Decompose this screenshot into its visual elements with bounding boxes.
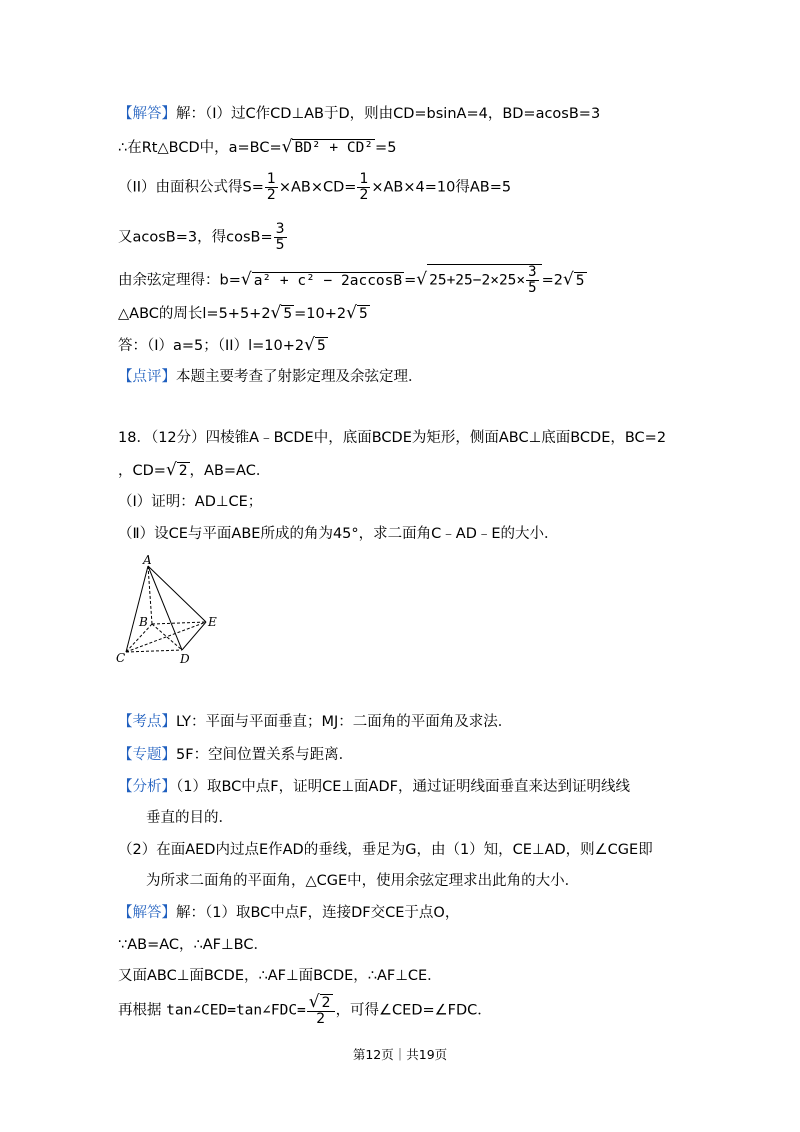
text-4a: 又acosB=3，得cosB= [118,229,273,246]
label-a: A [143,553,152,567]
text-3b: ×AB×CD= [278,179,357,196]
q18-line-4 [118,524,559,544]
q18-text-1: 18．（12分）四棱锥A﹣BCDE中，底面BCDE为矩形，侧面ABC⊥底面BCDE，BC=2 [118,430,667,446]
kaodian-line [118,712,512,732]
label-d: D [180,652,190,666]
answer-line-7 [118,335,328,356]
radicand-bd-cd: BD² + CD² [294,140,374,156]
answer-line-2 [118,137,396,158]
fenxi-line-3 [118,840,653,860]
answer-line-1 [118,104,600,124]
solution-text-4c: ，可得∠CED=∠FDC． [335,1002,492,1019]
page-footer: 第12页｜共19页 [352,1047,448,1062]
q18-text-3: （Ⅰ）证明：AD⊥CE； [118,494,263,510]
radicand-numeric [427,264,541,296]
solution-text-4a: 再根据 [118,1002,162,1019]
label-e: E [208,615,217,629]
solution-line-2 [118,935,268,955]
solution-text-2: ∵AB=AC，∴AF⊥BC． [118,937,268,953]
fenxi-line-2 [146,808,233,828]
radicand-5: 5 [316,338,326,354]
zhuanti-text: 5F：空间位置关系与距离． [176,747,354,763]
sqrt-sign: √ [308,992,320,1012]
q18-text-4: （Ⅱ）设CE与平面ABE所成的角为45°，求二面角C﹣AD﹣E的大小． [118,526,559,542]
frac-num: 3 [275,221,285,237]
edge-ae [148,566,206,622]
pyramid-figure [112,552,232,667]
fenxi-line-1 [118,777,630,797]
answer-line-4 [118,222,288,253]
solution-line-4 [118,994,492,1027]
q18-line-1 [118,428,666,448]
sqrt-sign: √ [165,460,177,480]
solution-text-3: 又面ABC⊥面BCDE，∴AF⊥面BCDE，∴AF⊥CE． [118,968,442,984]
text-3a: （II）由面积公式得S= [118,179,264,196]
q18-line-2 [118,460,270,481]
edge-be [152,622,206,624]
fraction-3-5 [526,265,538,296]
text-6a: △ABC的周长l=5+5+2 [118,306,271,322]
answer-line-5 [118,264,587,296]
comment-line [118,367,423,387]
text-7a: 答：（I）a=5；（II）l=10+2 [118,338,305,354]
fraction-sqrt2-2 [307,994,335,1027]
edge-ce [126,622,206,652]
fraction-half-1 [265,172,278,203]
frac-num: 3 [528,264,537,280]
fenxi-line-4 [146,871,579,891]
sqrt-sign: √ [346,303,357,323]
label-b: B [139,615,148,629]
equals: = [404,272,417,289]
kaodian-text: LY：平面与平面垂直；MJ：二面角的平面角及求法． [176,714,513,730]
q18-text-2a: ，CD= [118,463,166,479]
solution-line-1 [118,903,459,923]
answer-line-3 [118,172,511,203]
text-6b: =10+2 [294,306,347,322]
sqrt-sign: √ [240,269,252,290]
tag-fenxi: 【分析】 [118,779,176,795]
sqrt-sign: √ [281,137,293,157]
radicand-cosine-law: a² + c² − 2accosB [253,272,403,289]
tag-answer: 【解答】 [118,106,176,122]
q18-line-3 [118,492,262,512]
sqrt-sign: √ [304,335,315,355]
fraction-half-2 [357,172,370,203]
frac-den: 2 [266,187,276,203]
text-3c: ×AB×4=10得AB=5 [371,179,512,196]
q18-text-2b: ，AB=AC． [189,463,271,479]
answer-line-6 [118,303,370,324]
frac-den: 5 [275,237,285,253]
solution-line-3 [118,966,442,986]
sqrt-sign: √ [562,269,574,290]
fenxi-text-3: （2）在面AED内过点E作AD的垂线，垂足为G，由（1）知，CE⊥AD，则∠CGE即 [118,842,653,858]
fraction-3-5 [274,222,287,253]
frac-num [307,994,335,1012]
fenxi-text-4: 为所求二面角的平面角，△CGE中，使用余弦定理求出此角的大小． [146,873,580,889]
text-2b: =5 [375,140,397,156]
solution-text-1: 解：（1）取BC中点F，连接DF交CE于点O， [176,905,460,921]
frac-num: 1 [359,171,369,187]
sqrt-sign: √ [270,303,282,323]
tag-kaodian: 【考点】 [118,714,176,730]
label-c: C [116,651,126,665]
radicand-5: 5 [283,306,293,322]
tag-comment: 【点评】 [118,369,176,385]
tan-expression: tan∠CED=tan∠FDC= [166,1002,306,1019]
radicand-2: 2 [321,995,331,1011]
edge-ac [126,566,148,652]
text-2a: ∴在Rt△BCD中，a=BC= [118,140,282,156]
frac-num: 1 [266,171,276,187]
tag-zhuanti: 【专题】 [118,747,176,763]
tag-solution: 【解答】 [118,905,176,921]
answer-text-1: 解：（I）过C作CD⊥AB于D，则由CD=bsinA=4，BD=acosB=3 [176,106,601,122]
radicand-text: 25+25−2×25× [429,272,526,289]
edge-bd [152,624,182,650]
frac-den: 2 [359,187,369,203]
radicand-5: 5 [358,306,368,322]
text-5a: 由余弦定理得：b= [118,272,241,289]
zhuanti-line [118,745,353,765]
frac-den: 2 [316,1011,326,1027]
sqrt-sign: √ [416,269,428,290]
radicand-5: 5 [575,272,585,289]
radicand-2: 2 [178,463,188,479]
text-5b: =2 [541,272,563,289]
frac-den: 5 [528,280,537,296]
comment-text: 本题主要考查了射影定理及余弦定理． [176,369,423,385]
edge-cd [126,650,182,652]
fenxi-text-1: （1）取BC中点F，证明CE⊥面ADF，通过证明线面垂直来达到证明线线 [176,779,630,795]
fenxi-text-2: 垂直的目的． [146,810,233,826]
